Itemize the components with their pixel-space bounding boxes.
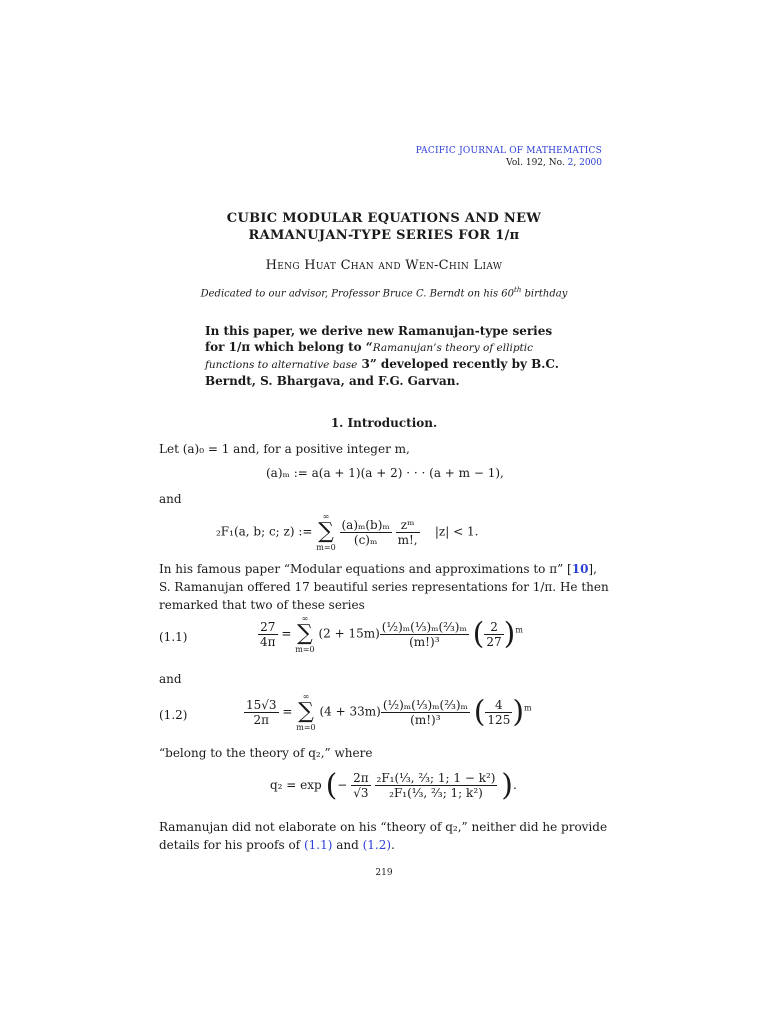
- sum-symbol: ∞ ∑ m=0: [316, 512, 336, 552]
- abstract: In this paper, we derive new Ramanujan-type series for 1/π which belong to “Ramanujan’s theory of elliptic functions to alternative base 3” developed recently by B.C. Berndt, S. Bhargava, and F.G. Garvan.: [205, 324, 559, 388]
- equation-ref-1-1[interactable]: (1.1): [303, 838, 333, 852]
- dedication: Dedicated to our advisor, Professor Bruce C. Berndt on his 60th birthday: [200, 286, 568, 300]
- equation-1-2: $\frac{15√3}{2\pi}$ = ∞ ∑ m=0 (4 + 33m) $\frac{\text{(½)ₘ(⅓)ₘ(⅔)ₘ}}{\text{(m!)³}}$ ( $\frac{4}{125}$ )$^m$: [246, 692, 532, 732]
- equation-ref-1-2[interactable]: (1.2): [362, 838, 392, 852]
- paragraph-belong: “belong to the theory of q₂,” where: [159, 746, 373, 760]
- issue-link[interactable]: 2: [567, 158, 574, 168]
- pochhammer-definition: (a)ₘ := a(a + 1)(a + 2) · · · (a + m − 1),: [266, 466, 504, 480]
- journal-name-link[interactable]: PACIFIC JOURNAL OF MATHEMATICS: [415, 146, 602, 156]
- page-number: 219: [375, 868, 393, 878]
- and-text-2: and: [159, 672, 182, 686]
- paragraph-ramanujan-did-not: Ramanujan did not elaborate on his “theory of q₂,” neither did he provide details for his proofs of (1.1) and (1.2).: [159, 820, 608, 852]
- section-heading: 1. Introduction.: [330, 416, 438, 430]
- hypergeometric-definition: ₂F₁(a, b; c; z) := ∞ ∑ m=0 $\frac{\text{(a)ₘ(b)ₘ}}{\text{(c)ₘ}}$ $\frac{\text{zᵐ}}{m!,}$ |z| < 1.: [216, 512, 479, 552]
- paper-title: CUBIC MODULAR EQUATIONS AND NEW RAMANUJAN-TYPE SERIES FOR 1/π: [226, 211, 542, 243]
- equation-number-1-2: (1.2): [159, 708, 188, 722]
- paragraph-let: Let (a)₀ = 1 and, for a positive integer m,: [159, 442, 410, 456]
- q2-definition: q₂ = exp (− $\frac{2\pi}{√3}$ $\frac{\text{₂F₁(⅓, ⅔; 1; 1 − k²)}}{\text{₂F₁(⅓, ⅔; 1; k²)}}$ ).: [270, 768, 517, 803]
- volume-info: Vol. 192, No. 2, 2000: [506, 158, 602, 168]
- authors: Heng Huat Chan and Wen-Chin Liaw: [265, 258, 503, 273]
- equation-1-1: $\frac{27}{4\pi}$ = ∞ ∑ m=0 (2 + 15m) $\frac{\text{(½)ₘ(⅓)ₘ(⅔)ₘ}}{\text{(m!)³}}$ ( $\frac{2}{27}$ )$^m$: [260, 614, 523, 654]
- reference-link[interactable]: 10: [571, 562, 589, 576]
- equation-number-1-1: (1.1): [159, 630, 188, 644]
- paragraph-famous-paper: In his famous paper “Modular equations and approximations to π” [10], S. Ramanujan offered 17 beautiful series representations for 1/π. He then remarked that two of these series: [159, 562, 609, 612]
- year-link[interactable]: 2000: [579, 158, 602, 168]
- journal-header: [360, 145, 602, 169]
- and-text-1: and: [159, 492, 182, 506]
